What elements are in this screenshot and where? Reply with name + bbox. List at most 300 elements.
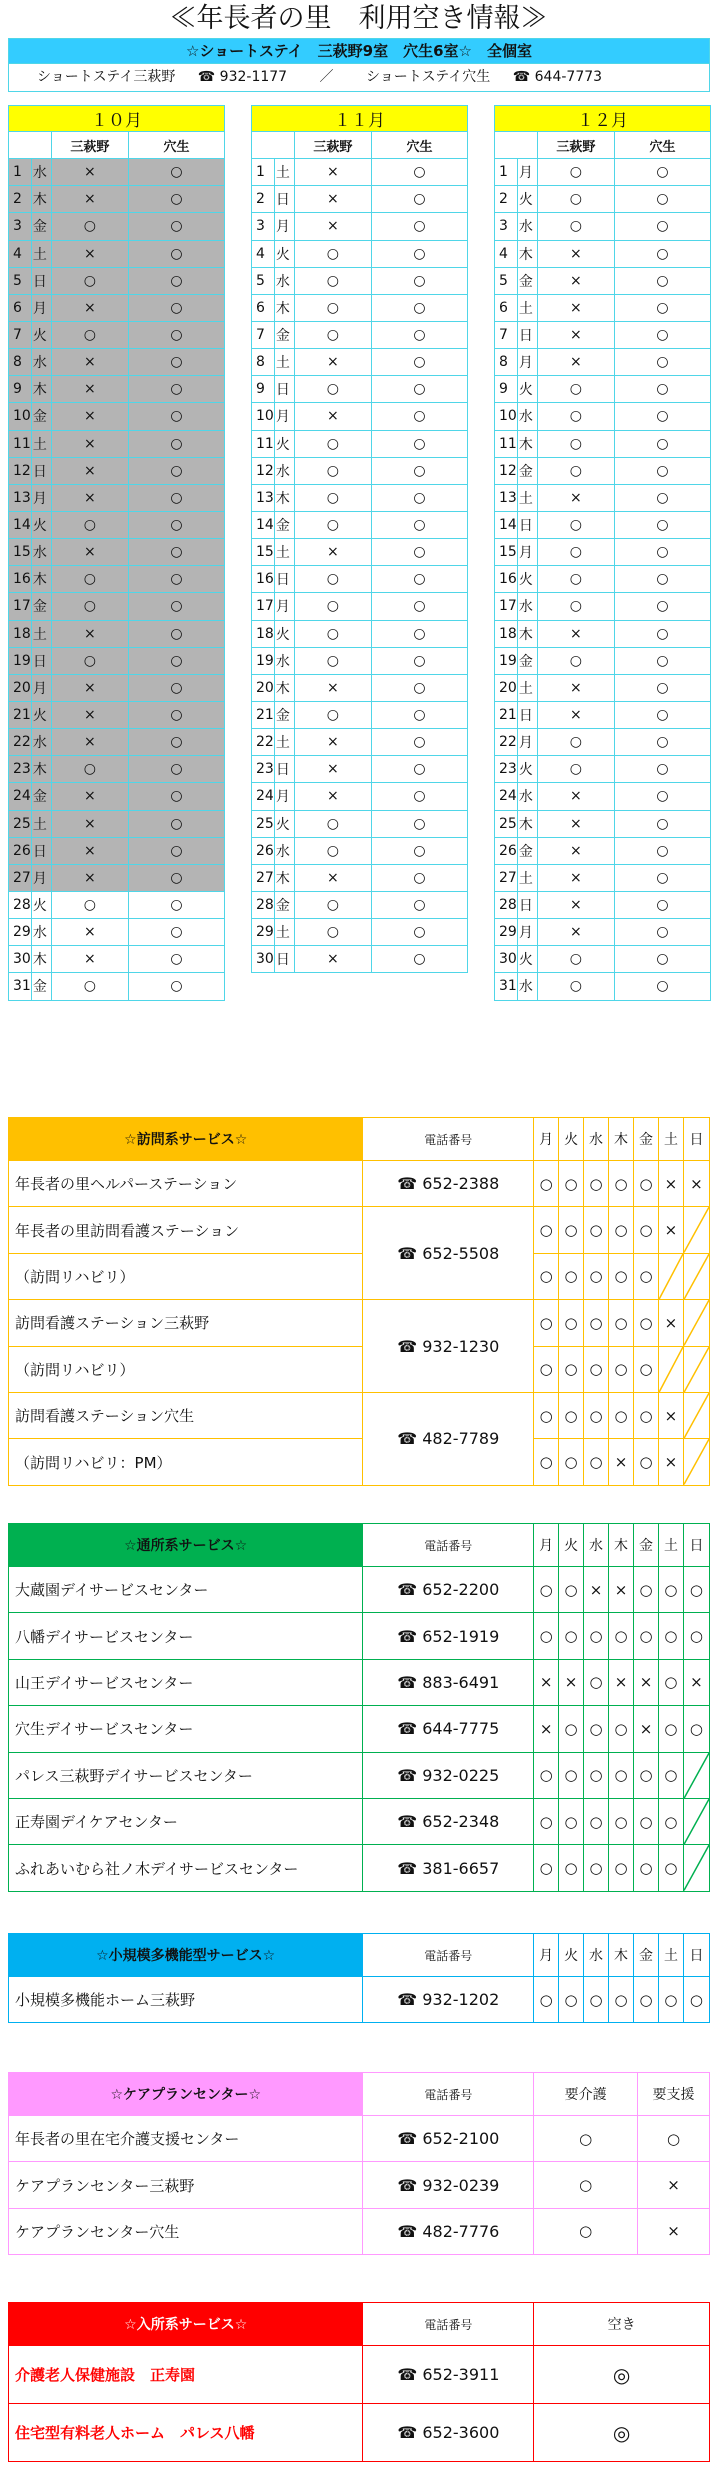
day-number: 5 (495, 267, 518, 294)
availability-mihagino: ○ (51, 593, 128, 620)
phone-number[interactable]: ☎ 652-5508 (363, 1207, 534, 1300)
availability-anou: ○ (128, 783, 224, 810)
weekday: 火 (517, 376, 537, 403)
phone-number[interactable]: ☎ 652-3600 (363, 2404, 534, 2462)
availability-anou: ○ (614, 186, 710, 213)
contact-tel[interactable]: ☎ 644-7773 (512, 69, 603, 85)
day-number: 10 (252, 403, 275, 430)
phone-number[interactable]: ☎ 652-2348 (363, 1798, 534, 1844)
section-title: ☆小規模多機能型サービス☆ (9, 1934, 363, 1977)
availability-care: ○ (534, 2116, 638, 2162)
day-row (252, 891, 468, 918)
tel-header: 電話番号 (363, 1118, 534, 1161)
day-row (9, 511, 225, 538)
availability-anou: ○ (371, 457, 467, 484)
weekday: 日 (31, 837, 51, 864)
availability-anou: ○ (614, 213, 710, 240)
availability-anou: ○ (128, 593, 224, 620)
service-row (9, 1253, 710, 1299)
availability-anou: ○ (128, 376, 224, 403)
weekday: 木 (31, 946, 51, 973)
weekday: 水 (517, 213, 537, 240)
day-row (495, 484, 711, 511)
day-number: 9 (495, 376, 518, 403)
day-availability: ○ (584, 1392, 609, 1438)
day-number: 22 (252, 729, 275, 756)
availability-mihagino: ○ (294, 376, 371, 403)
day-row (252, 240, 468, 267)
availability-mihagino: × (51, 620, 128, 647)
availability-mihagino: ○ (51, 267, 128, 294)
column-header: 三萩野 (294, 132, 371, 159)
phone-number[interactable]: ☎ 932-1202 (363, 1977, 534, 2023)
month-label: １０月 (9, 106, 225, 132)
day-availability: ○ (534, 1977, 559, 2023)
weekday: 土 (517, 864, 537, 891)
day-row (495, 919, 711, 946)
service-row (9, 1659, 710, 1705)
service-name: 八幡デイサービスセンター (9, 1613, 363, 1659)
weekday: 火 (274, 240, 294, 267)
day-availability: ○ (609, 1346, 634, 1392)
availability-anou: ○ (614, 267, 710, 294)
availability-anou: ○ (128, 294, 224, 321)
day-row (252, 213, 468, 240)
availability-anou: ○ (128, 240, 224, 267)
availability-anou: ○ (128, 674, 224, 701)
weekday: 日 (274, 566, 294, 593)
weekday: 火 (31, 701, 51, 728)
weekday: 金 (31, 403, 51, 430)
weekday: 水 (517, 973, 537, 1000)
availability-anou: ○ (614, 294, 710, 321)
availability-anou: ○ (128, 919, 224, 946)
day-number: 18 (252, 620, 275, 647)
day-row (9, 539, 225, 566)
weekday: 土 (517, 484, 537, 511)
column-header: 月 (534, 1524, 559, 1567)
availability-anou: ○ (371, 729, 467, 756)
day-row (252, 511, 468, 538)
day-number: 16 (495, 566, 518, 593)
phone-number[interactable]: ☎ 932-0225 (363, 1752, 534, 1798)
availability-anou: ○ (614, 701, 710, 728)
day-availability: ○ (683, 1706, 709, 1752)
day-availability: ○ (634, 1392, 659, 1438)
availability-anou: ○ (614, 973, 710, 1000)
day-availability: ○ (634, 1567, 659, 1613)
availability-anou: ○ (614, 891, 710, 918)
day-number: 14 (9, 511, 32, 538)
day-number: 1 (252, 159, 275, 186)
phone-number[interactable]: ☎ 652-2200 (363, 1567, 534, 1613)
availability-mihagino: × (537, 701, 614, 728)
availability-anou: ○ (371, 946, 467, 973)
day-availability: ○ (584, 1439, 609, 1485)
availability-mihagino: × (294, 756, 371, 783)
day-availability: × (683, 1161, 709, 1207)
day-availability: ○ (559, 1300, 584, 1346)
availability-anou: ○ (614, 946, 710, 973)
availability-anou: ○ (614, 756, 710, 783)
weekday: 土 (31, 240, 51, 267)
day-row (9, 674, 225, 701)
availability-anou: ○ (128, 620, 224, 647)
day-row (9, 891, 225, 918)
availability-mihagino: × (294, 213, 371, 240)
day-number: 28 (252, 891, 275, 918)
phone-number[interactable]: ☎ 482-7789 (363, 1392, 534, 1485)
phone-number[interactable]: ☎ 652-2388 (363, 1161, 534, 1207)
availability-anou: ○ (371, 620, 467, 647)
day-availability: × (584, 1567, 609, 1613)
day-availability: ○ (658, 1977, 683, 2023)
day-row (9, 810, 225, 837)
availability-mihagino: ○ (294, 294, 371, 321)
day-number: 21 (495, 701, 518, 728)
availability-anou: ○ (128, 946, 224, 973)
resident-service-table (8, 2302, 710, 2462)
day-row (9, 159, 225, 186)
availability-anou: ○ (371, 403, 467, 430)
contact-tel[interactable]: ☎ 932-1177 (197, 69, 288, 85)
day-number: 6 (252, 294, 275, 321)
column-header: 水 (584, 1934, 609, 1977)
day-row (9, 837, 225, 864)
availability-anou: ○ (614, 919, 710, 946)
day-availability: ○ (559, 1207, 584, 1253)
availability-mihagino: ○ (294, 837, 371, 864)
day-availability: ○ (584, 1798, 609, 1844)
day-availability: ○ (658, 1845, 683, 1891)
availability-anou: ○ (128, 511, 224, 538)
weekday: 木 (274, 484, 294, 511)
service-row (9, 1161, 710, 1207)
weekday: 火 (517, 186, 537, 213)
day-availability: ○ (634, 1613, 659, 1659)
availability-mihagino: × (294, 159, 371, 186)
day-availability: ○ (559, 1392, 584, 1438)
availability-anou: ○ (371, 864, 467, 891)
availability-mihagino: × (537, 620, 614, 647)
availability-mihagino: × (537, 864, 614, 891)
weekday: 土 (274, 539, 294, 566)
day-row (495, 647, 711, 674)
availability-anou: ○ (614, 159, 710, 186)
availability-mihagino: × (51, 294, 128, 321)
availability-anou: ○ (371, 891, 467, 918)
availability-mihagino: ○ (537, 213, 614, 240)
day-number: 26 (9, 837, 32, 864)
day-availability: ○ (634, 1752, 659, 1798)
day-row (9, 430, 225, 457)
weekday: 土 (31, 620, 51, 647)
availability-anou: ○ (614, 810, 710, 837)
day-number: 18 (495, 620, 518, 647)
day-number: 22 (495, 729, 518, 756)
availability-anou: ○ (128, 864, 224, 891)
weekday: 金 (517, 267, 537, 294)
service-name: ケアプランセンター穴生 (9, 2208, 363, 2254)
service-name: （訪問リハビリ） (9, 1346, 363, 1392)
weekday: 水 (274, 647, 294, 674)
availability-anou: ○ (128, 267, 224, 294)
column-header: 水 (584, 1118, 609, 1161)
day-row (252, 701, 468, 728)
day-number: 6 (495, 294, 518, 321)
day-number: 10 (9, 403, 32, 430)
weekday: 金 (274, 321, 294, 348)
availability-mihagino: × (51, 919, 128, 946)
service-name: 山王デイサービスセンター (9, 1659, 363, 1705)
column-header: 穴生 (614, 132, 710, 159)
day-row (252, 376, 468, 403)
availability-mihagino: × (537, 484, 614, 511)
day-row (495, 810, 711, 837)
day-availability: ○ (634, 1161, 659, 1207)
day-number: 23 (9, 756, 32, 783)
day-number: 2 (252, 186, 275, 213)
day-row (495, 267, 711, 294)
day-availability: ○ (634, 1845, 659, 1891)
phone-number[interactable]: ☎ 482-7776 (363, 2208, 534, 2254)
day-availability: ○ (609, 1253, 634, 1299)
availability-anou: ○ (128, 729, 224, 756)
weekday: 金 (274, 891, 294, 918)
day-row (252, 403, 468, 430)
availability-mihagino: × (51, 864, 128, 891)
day-availability: ○ (584, 1977, 609, 2023)
day-number: 12 (9, 457, 32, 484)
column-header: 穴生 (371, 132, 467, 159)
availability-anou: ○ (371, 294, 467, 321)
availability-anou: ○ (371, 674, 467, 701)
day-number: 25 (495, 810, 518, 837)
weekday: 火 (517, 756, 537, 783)
weekday: 月 (517, 539, 537, 566)
availability-anou: ○ (128, 701, 224, 728)
day-row (495, 973, 711, 1000)
service-row (9, 1207, 710, 1253)
weekday: 火 (274, 430, 294, 457)
availability-mihagino: ○ (294, 457, 371, 484)
availability-mihagino: × (537, 321, 614, 348)
weekday: 水 (31, 539, 51, 566)
day-row (252, 321, 468, 348)
availability-mihagino: ○ (537, 430, 614, 457)
service-row (9, 2162, 710, 2208)
day-availability: ○ (658, 1798, 683, 1844)
availability-mihagino: × (537, 240, 614, 267)
availability-mihagino: ○ (51, 566, 128, 593)
weekday: 月 (274, 403, 294, 430)
day-row (495, 864, 711, 891)
day-row (252, 593, 468, 620)
day-number: 6 (9, 294, 32, 321)
weekday: 木 (517, 240, 537, 267)
availability-anou: ○ (128, 349, 224, 376)
availability-anou: ○ (128, 403, 224, 430)
availability-anou: ○ (128, 539, 224, 566)
availability-mihagino: × (51, 457, 128, 484)
availability-mihagino: ○ (537, 159, 614, 186)
day-number: 21 (252, 701, 275, 728)
day-number: 24 (495, 783, 518, 810)
weekday: 金 (31, 593, 51, 620)
availability-mihagino: × (537, 919, 614, 946)
availability-mihagino: × (537, 674, 614, 701)
day-number: 30 (9, 946, 32, 973)
day-number: 13 (495, 484, 518, 511)
column-header: 水 (584, 1524, 609, 1567)
phone-number[interactable]: ☎ 652-3911 (363, 2346, 534, 2404)
availability-mihagino: × (537, 349, 614, 376)
weekday: 水 (31, 729, 51, 756)
not-available-slash (683, 1798, 709, 1844)
day-number: 31 (9, 973, 32, 1000)
availability-mihagino: ○ (294, 701, 371, 728)
availability-mihagino: ○ (51, 213, 128, 240)
day-number: 3 (495, 213, 518, 240)
month-label: １１月 (252, 106, 468, 132)
weekday: 日 (31, 457, 51, 484)
day-availability: ○ (534, 1392, 559, 1438)
phone-number[interactable]: ☎ 644-7775 (363, 1706, 534, 1752)
phone-number[interactable]: ☎ 652-1919 (363, 1613, 534, 1659)
day-availability: ○ (559, 1439, 584, 1485)
availability-anou: ○ (128, 430, 224, 457)
service-row (9, 1439, 710, 1485)
weekday: 木 (31, 756, 51, 783)
availability-mihagino: ○ (294, 240, 371, 267)
weekday: 火 (517, 566, 537, 593)
weekday: 水 (274, 267, 294, 294)
day-row (9, 403, 225, 430)
day-availability: ○ (634, 1300, 659, 1346)
day-number: 9 (252, 376, 275, 403)
weekday: 日 (274, 186, 294, 213)
day-availability: ○ (609, 1977, 634, 2023)
weekday: 日 (517, 511, 537, 538)
weekday: 木 (274, 674, 294, 701)
availability-mihagino: ○ (537, 186, 614, 213)
day-row (252, 756, 468, 783)
day-row (495, 294, 711, 321)
day-row (495, 946, 711, 973)
day-number: 5 (252, 267, 275, 294)
weekday: 木 (31, 376, 51, 403)
availability-mihagino: ○ (537, 756, 614, 783)
day-number: 7 (495, 321, 518, 348)
day-availability: ○ (634, 1253, 659, 1299)
tel-header: 電話番号 (363, 2073, 534, 2116)
availability-anou: ○ (614, 430, 710, 457)
availability-mihagino: × (537, 810, 614, 837)
day-number: 29 (495, 919, 518, 946)
day-row (495, 674, 711, 701)
day-number: 27 (9, 864, 32, 891)
column-header: 月 (534, 1934, 559, 1977)
day-row (252, 864, 468, 891)
weekday: 火 (31, 511, 51, 538)
availability-anou: ○ (128, 484, 224, 511)
day-availability: ○ (559, 1845, 584, 1891)
day-number: 1 (9, 159, 32, 186)
day-availability: ○ (534, 1253, 559, 1299)
day-number: 9 (9, 376, 32, 403)
availability-anou: ○ (371, 430, 467, 457)
day-number: 29 (252, 919, 275, 946)
service-row (9, 2208, 710, 2254)
availability-anou: ○ (614, 593, 710, 620)
phone-number[interactable]: ☎ 932-1230 (363, 1300, 534, 1393)
day-availability: × (534, 1659, 559, 1705)
day-row (9, 321, 225, 348)
service-row (9, 1567, 710, 1613)
day-row (495, 729, 711, 756)
day-number: 17 (252, 593, 275, 620)
service-name: ケアプランセンター三萩野 (9, 2162, 363, 2208)
day-number: 14 (495, 511, 518, 538)
contact-name: ショートステイ三萩野 (37, 69, 176, 85)
day-availability: ○ (534, 1161, 559, 1207)
phone-number[interactable]: ☎ 883-6491 (363, 1659, 534, 1705)
service-name: 大蔵園デイサービスセンター (9, 1567, 363, 1613)
availability-anou: ○ (371, 539, 467, 566)
day-availability: ○ (609, 1613, 634, 1659)
day-availability: ○ (584, 1845, 609, 1891)
day-number: 30 (252, 946, 275, 973)
availability-mihagino: × (51, 159, 128, 186)
weekday: 月 (517, 919, 537, 946)
weekday: 月 (517, 349, 537, 376)
not-available-slash (683, 1392, 709, 1438)
service-row (9, 1613, 710, 1659)
day-availability: ○ (584, 1161, 609, 1207)
availability-mihagino: ○ (51, 647, 128, 674)
tel-header: 電話番号 (363, 1934, 534, 1977)
availability-mihagino: ○ (294, 810, 371, 837)
header-blank (495, 132, 538, 159)
day-number: 22 (9, 729, 32, 756)
phone-number[interactable]: ☎ 652-2100 (363, 2116, 534, 2162)
column-header: 金 (634, 1524, 659, 1567)
day-row (495, 321, 711, 348)
availability-anou: ○ (128, 837, 224, 864)
day-row (252, 647, 468, 674)
day-number: 23 (495, 756, 518, 783)
column-header: 要介護 (534, 2073, 638, 2116)
day-number: 4 (9, 240, 32, 267)
day-row (252, 837, 468, 864)
day-availability: ○ (584, 1346, 609, 1392)
service-name: 訪問看護ステーション三萩野 (9, 1300, 363, 1346)
day-availability: ○ (634, 1207, 659, 1253)
phone-number[interactable]: ☎ 381-6657 (363, 1845, 534, 1891)
day-number: 30 (495, 946, 518, 973)
day-availability: × (609, 1567, 634, 1613)
weekday: 土 (274, 349, 294, 376)
availability-mihagino: ○ (537, 729, 614, 756)
service-name: 年長者の里訪問看護ステーション (9, 1207, 363, 1253)
availability-mihagino: × (294, 349, 371, 376)
section-title: ☆ケアプランセンター☆ (9, 2073, 363, 2116)
vacancy: ◎ (534, 2404, 710, 2462)
not-available-slash (683, 1845, 709, 1891)
day-row (252, 349, 468, 376)
phone-number[interactable]: ☎ 932-0239 (363, 2162, 534, 2208)
availability-support: × (638, 2208, 710, 2254)
